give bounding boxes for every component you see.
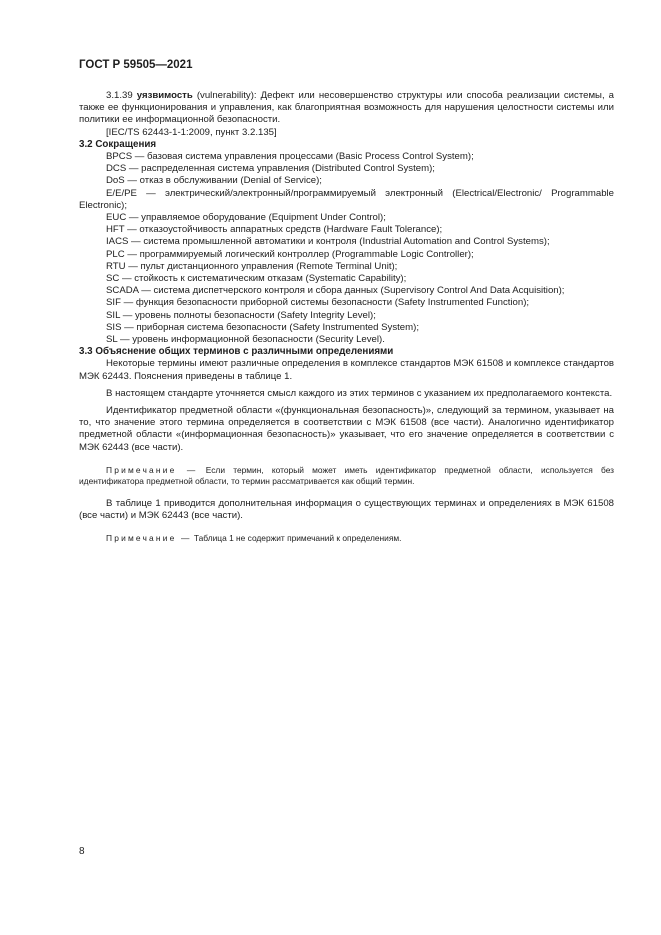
page-number: 8 [79, 846, 85, 857]
abbreviation-item: DCS — распределенная система управления (Distributed Control System); [106, 163, 435, 175]
paragraph: В настоящем стандарте уточняется смысл каждого из этих терминов с указанием их предполагаемого контекста. [106, 387, 613, 399]
note-label: Примечание — [106, 464, 198, 475]
section-heading-abbreviations: 3.2 Сокращения [79, 138, 157, 150]
abbreviation-item: SIL — уровень полноты безопасности (Safety Integrity Level); [106, 309, 376, 321]
abbreviation-item: E/E/PE — электрический/электронный/программируемый электронный (Electrical/Electronic/ Programmable Electronic); [79, 187, 614, 211]
page-content [79, 90, 614, 555]
abbreviation-item: DoS — отказ в обслуживании (Denial of Service); [106, 175, 322, 187]
abbreviation-item: PLC — программируемый логический контроллер (Programmable Logic Controller); [106, 248, 474, 260]
abbreviation-item: SC — стойкость к систематическим отказам (Systematic Capability); [106, 273, 407, 285]
abbreviation-item: BPCS — базовая система управления процессами (Basic Process Control System); [106, 151, 474, 163]
section-heading-terms-explanation: 3.3 Объяснение общих терминов с различными определениями [79, 346, 394, 358]
abbreviation-item: EUC — управляемое оборудование (Equipment Under Control); [106, 212, 386, 224]
note-text: Если термин, который может иметь идентификатор предметной области, используется без идентификатора предметной области, то термин рассматривается как общий термин. [79, 464, 615, 486]
paragraph: Некоторые термины имеют различные определения в комплексе стандартов МЭК 61508 и комплексе стандартов МЭК 62443. Пояснения приведены в таблице 1. [79, 358, 614, 382]
paragraph: Идентификатор предметной области «(функциональная безопасность)», следующий за термином, указывает на то, что значение этого термина определяется в соответствии с МЭК 61508 (все части). Аналогично идентификатор предметной области «(информационная безопасность)» указывает, что его значение определяется в соответствии с МЭК 62443 (все части). [79, 405, 614, 453]
abbreviation-item: RTU — пульт дистанционного управления (Remote Terminal Unit); [106, 260, 398, 272]
abbreviation-item: SL — уровень информационной безопасности (Security Level). [106, 334, 385, 346]
term-definition [79, 90, 614, 127]
term-number: 3.1.39 [106, 90, 133, 101]
abbreviation-item: SIS — приборная система безопасности (Safety Instrumented System); [106, 321, 419, 333]
note-label: Примечание — [106, 533, 192, 544]
note-text: Таблица 1 не содержит примечаний к определениям. [193, 533, 402, 544]
note [79, 533, 614, 544]
abbreviation-item: SIF — функция безопасности приборной системы безопасности (Safety Instrumented Function); [106, 297, 530, 309]
abbreviation-item: IACS — система промышленной автоматики и контроля (Industrial Automation and Control Systems); [106, 236, 550, 248]
term-word: уязвимость [136, 90, 193, 101]
term-definition-text: (vulnerability): Дефект или несовершенство структуры или способа реализации системы, а также ее функционирования и управления, как благоприятная возможность для нарушения целостности системы или политики ее информационной безопасности. [79, 90, 615, 126]
note [79, 465, 614, 487]
document-header: ГОСТ Р 59505—2021 [79, 59, 193, 71]
abbreviation-item: HFT — отказоустойчивость аппаратных средств (Hardware Fault Tolerance); [106, 224, 443, 236]
abbreviations-list [79, 151, 614, 346]
abbreviation-item: SCADA — система диспетчерского контроля и сбора данных (Supervisory Control And Data Acquisition); [106, 285, 565, 297]
paragraph: В таблице 1 приводится дополнительная информация о существующих терминах и определениях в МЭК 61508 (все части) и МЭК 62443 (все части). [79, 497, 614, 522]
term-source: [IEC/TS 62443-1-1:2009, пункт 3.2.135] [106, 126, 277, 138]
